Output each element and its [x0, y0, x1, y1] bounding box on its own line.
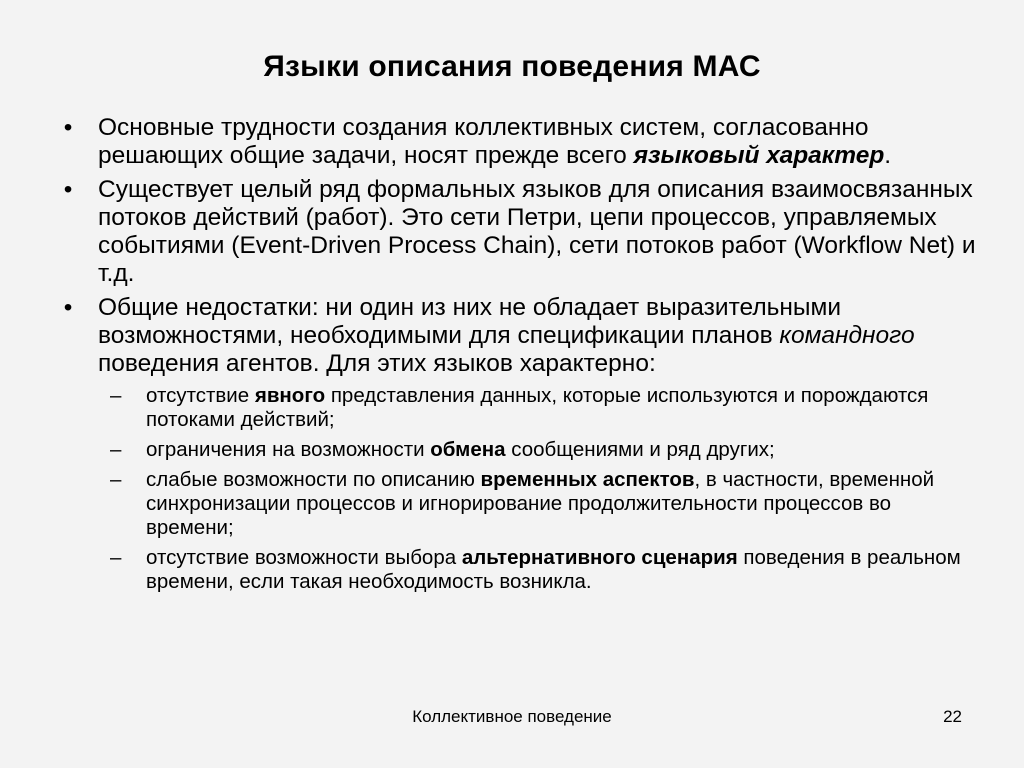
sub-bullet-item — [58, 468, 978, 540]
text-run: , в частности, временной синхронизации процессов и игнорирование продолжительности процессов во времени; — [146, 468, 935, 539]
bullet-marker: • — [63, 176, 73, 203]
bullet-text — [98, 114, 891, 169]
text-run: слабые возможности по описанию — [146, 468, 481, 491]
italic-text: командного — [779, 322, 915, 349]
sub-bullet-marker: – — [110, 384, 122, 407]
slide-title: Языки описания поведения МАС — [263, 50, 761, 83]
bold-italic-span — [634, 142, 885, 169]
text-run: отсутствие — [146, 384, 255, 407]
sub-bullet-marker: – — [110, 438, 122, 461]
sub-bullet-marker: – — [110, 546, 122, 569]
footer-title: Коллективное поведение — [412, 707, 612, 726]
text-run: Общие недостатки: ни один из них не обладает выразительными возможностями, необходимыми для спецификации планов — [98, 294, 842, 349]
bullet-item — [58, 176, 978, 288]
text-run: поведения агентов. Для этих языков характерно: — [98, 350, 656, 377]
text-run: Основные трудности создания коллективных систем, согласованно решающих общие задачи, носят прежде всего — [98, 114, 869, 169]
bold-text: временных аспектов — [480, 468, 695, 491]
sub-bullet-item — [58, 546, 978, 594]
page-number: 22 — [943, 707, 962, 726]
bullet-item — [58, 294, 978, 378]
text-run: сообщениями и ряд других; — [505, 438, 775, 461]
sub-bullet-item — [58, 384, 978, 432]
bold-text: явного — [254, 384, 326, 407]
bullet-text — [98, 176, 976, 287]
bold-text: альтернативного сценария — [461, 546, 738, 569]
text-run: ограничения на возможности — [146, 438, 431, 461]
text-run: Существует целый ряд формальных языков для описания взаимосвязанных потоков действий (работ). Это сети Петри, цепи процессов, управляемых событиями (Event-Driven Process Chain), сети потоков работ (Workflow Net) и т.д. — [98, 176, 976, 287]
sub-bullet-text — [146, 438, 775, 461]
bullet-marker: • — [63, 114, 73, 141]
text-run: . — [884, 142, 892, 169]
bullet-marker: • — [63, 294, 73, 321]
bullet-text — [98, 294, 915, 377]
text-run: поведения в реальном времени, если такая необходимость возникла. — [146, 546, 961, 593]
sub-bullet-marker: – — [110, 468, 122, 491]
sub-bullet-list — [58, 384, 978, 594]
bold-text: обмена — [430, 438, 506, 461]
text-run: отсутствие возможности выбора — [146, 546, 462, 569]
emphasis-text: языковый характер — [633, 142, 885, 169]
text-run: представления данных, которые используются и порождаются потоками действий; — [146, 384, 929, 431]
sub-bullet-text — [146, 546, 961, 593]
bullet-item — [58, 114, 978, 170]
sub-bullet-text — [146, 384, 928, 431]
sub-bullet-item — [58, 438, 978, 462]
slide-content — [58, 114, 978, 600]
sub-bullet-text — [146, 468, 934, 539]
